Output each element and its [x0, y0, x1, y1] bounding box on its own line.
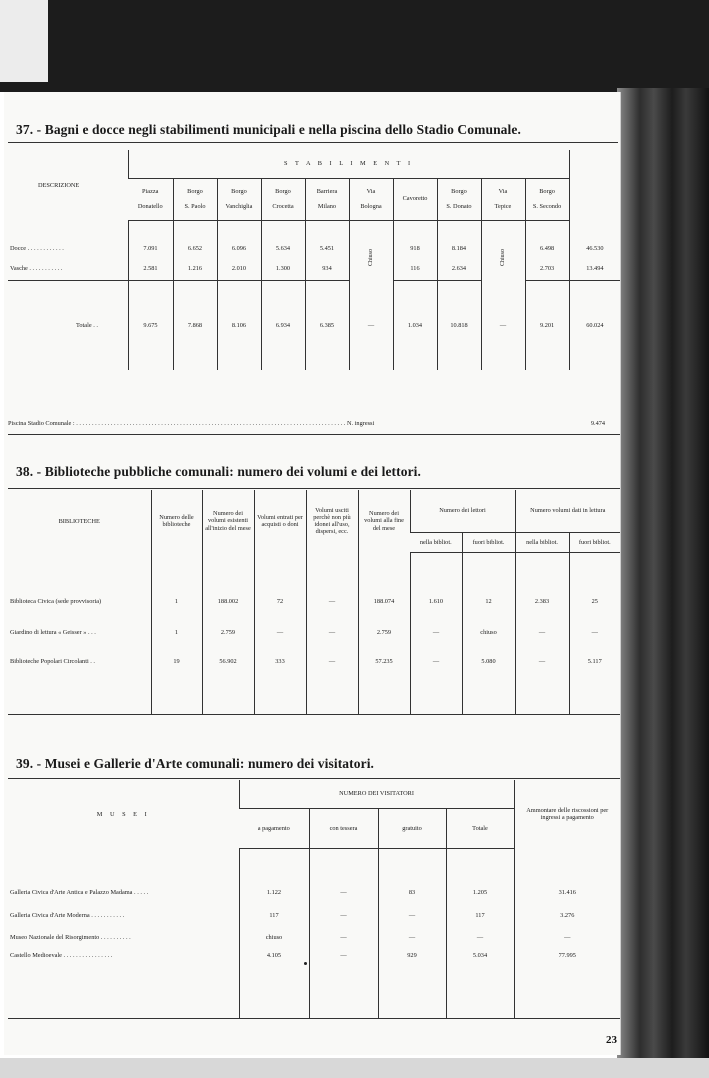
col-fuori: fuori bibliot.: [462, 532, 515, 552]
col-vol-esistenti: Numero dei volumi esistenti all'inizio del mese: [202, 490, 254, 552]
col-header: Borgo S. Donato: [437, 178, 481, 220]
pool-value: 9.474: [590, 420, 606, 427]
group-header-visitatori: NUMERO DEI VISITATORI: [239, 780, 514, 808]
section-37-title: 37. - Bagni e docce negli stabilimenti municipali e nella piscina dello Stadio Comunale.: [16, 122, 521, 137]
col-musei: M U S E I: [96, 810, 150, 818]
col-header: Via Bologna: [349, 178, 393, 220]
col-fuori: fuori bibliot.: [569, 532, 620, 552]
pool-label: Piscina Stadio Comunale : . . . . . . . . . . . . . . . . . . . . . . . . . . . . . . . . . . . . . . . . . . . . . . . . . . . . . . . . . . . . . . . . . . . . . . . . . . . . . . . . . . . . . . N. ingressi: [8, 420, 375, 427]
scan-corner: [0, 0, 48, 82]
col-lettori: Numero dei lettori: [410, 490, 515, 532]
section-39-title: 39. - Musei e Gallerie d'Arte comunali: numero dei visitatori.: [16, 756, 375, 771]
table-row: Docce . . . . . . . . . . . . 7.091 6.652 6.096 5.634 5.451 Chiuso 918 8.184 Chiuso 6.498 46.530: [8, 238, 620, 258]
table-row: Castello Medioevale . . . . . . . . . . . . . . . . 4.105 — 929 5.034 77.995: [8, 948, 620, 1018]
col-header: Borgo S. Secondo: [525, 178, 569, 220]
col-gratuito: gratuito: [378, 808, 446, 848]
col-header: Borgo Vanchiglia: [217, 178, 261, 220]
table-row: Galleria Civica d'Arte Moderna . . . . . . . . . . . 117 — — 117 3.276: [8, 904, 620, 926]
totals-row: Totale . . 9.675 7.868 8.106 6.934 6.385 — 1.034 10.818 — 9.201 60.024: [8, 280, 620, 370]
col-vol-usciti: Volumi usciti perchè non più idonei all'uso, dispersi, ecc.: [306, 490, 358, 552]
col-header: Borgo S. Paolo: [173, 178, 217, 220]
col-num-biblioteche: Numero delle biblioteche: [151, 490, 202, 552]
rule: [8, 778, 620, 779]
col-riscossioni: Ammontare delle riscossioni per ingressi a pagamento: [514, 780, 620, 848]
col-header: Barriera Milano: [305, 178, 349, 220]
col-header: Via Tepice: [481, 178, 525, 220]
document-page: [4, 92, 620, 1055]
table-row: Biblioteche Popolari Circolanti . . 19 56.902 333 — 57.235 — 5.080 — 5.117: [8, 648, 620, 714]
rule: [8, 142, 618, 143]
table-row: Biblioteca Civica (sede provvisoria) 1 188.002 72 — 188.074 1.610 12 2.383 25: [8, 586, 620, 616]
col-nella: nella bibliot.: [515, 532, 569, 552]
baths-table: [8, 150, 620, 370]
museums-table: [8, 780, 620, 1019]
table-row: Galleria Civica d'Arte Antica e Palazzo Madama . . . . . 1.122 — 83 1.205 31.416: [8, 880, 620, 904]
ink-dot: [304, 962, 307, 965]
table-row: Museo Nazionale del Risorgimento . . . . . . . . . . chiuso — — — —: [8, 926, 620, 948]
col-totale: Totale: [446, 808, 514, 848]
table-row: Vasche . . . . . . . . . . . 2.581 1.216 2.010 1.300 934 116 2.634 2.703 13.494: [8, 258, 620, 280]
col-vol-entrati: Volumi entrati per acquisti o doni: [254, 490, 306, 552]
book-edge: [617, 88, 709, 1078]
libraries-table: [8, 490, 620, 715]
closed-label: Chiuso: [481, 238, 525, 280]
table-row: Giardino di lettura « Geisser » . . . 1 2.759 — — 2.759 — chiuso — —: [8, 616, 620, 648]
col-header: Cavoretto: [393, 178, 437, 220]
rule: [8, 488, 620, 489]
col-pagamento: a pagamento: [239, 808, 309, 848]
col-header: Piazza Donatello: [128, 178, 173, 220]
closed-label: Chiuso: [349, 238, 393, 280]
group-header-stabilimenti: S T A B I L I M E N T I: [128, 150, 569, 178]
col-nella: nella bibliot.: [410, 532, 462, 552]
scan-top-margin: [0, 0, 709, 92]
rule: [8, 434, 620, 435]
col-vol-fine: Numero dei volumi alla fine del mese: [358, 490, 410, 552]
scan-bottom-margin: [0, 1058, 709, 1078]
col-vol-lettura: Numero volumi dati in lettura: [515, 490, 620, 532]
col-header: Borgo Crocetta: [261, 178, 305, 220]
page-number: 23: [606, 1034, 617, 1046]
col-biblioteche: BIBLIOTECHE: [58, 517, 100, 525]
section-38-title: 38. - Biblioteche pubbliche comunali: numero dei volumi e dei lettori.: [16, 464, 421, 479]
col-description: DESCRIZIONE: [38, 181, 80, 189]
col-tessera: con tessera: [309, 808, 378, 848]
